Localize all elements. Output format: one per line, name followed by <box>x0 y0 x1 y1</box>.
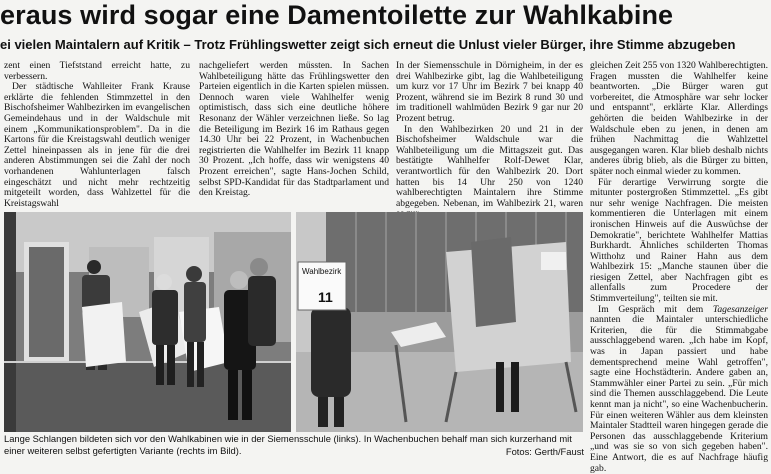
sign-label: Wahlbezirk <box>302 267 342 276</box>
article-column-4 <box>590 60 768 474</box>
newspaper-name: Tagesanzeiger <box>712 303 768 315</box>
article-column-3 <box>396 60 583 209</box>
paragraph: zent einen Tiefststand erreicht hatte, zu verbessern. <box>4 60 190 82</box>
paragraph: In der Siemensschule in Dörnigheim, in der es drei Wahlbezirke gibt, lag die Wahlbeteiligung um kurz vor 17 Uhr im Bezirk 7 bei knapp 40 Prozent, während sie im Bezirk 8 rund 30 und im traditionell wahlmüden Bezirk 9 gar nur 20 Prozent betrug. <box>396 60 583 124</box>
text: Im Gespräch mit dem <box>598 303 713 315</box>
paragraph: gleichen Zeit 255 von 1320 Wahlberechtigten. Fragen mussten die Wahlhelfer keine beantworten. „Die Bürger waren gut vorbereitet, die Atmosphäre war sehr locker und entspannt", erklärte Klar. Allerdings gehörten die beiden Wahlbezirke in der Waldschule eben zu jenen, in denen am frühen Nachmittag die Wahlzettel ausgegangen waren. Klar blieb deshalb nichts anderes übrig blieb, als die Bürger zu bitten, später noch einmal wieder zu kommen. <box>590 60 768 177</box>
article-column-2 <box>199 61 389 203</box>
photo-credit: Fotos: Gerth/Faust <box>505 446 584 457</box>
paragraph: nachgeliefert werden müssten. In Sachen Wahlbeteiligung hätte das Frühlingswetter den Parteien eigentlich in die Karten spielen müssen. Dennoch waren viele Wahlhelfer wenig optimistisch, dass sich eine deutliche höhere Resonanz der Wähler verzeichnen ließe. So lag die Beteiligung im Bezirk 16 im Rathaus gegen 14.30 Uhr bei 22 Prozent, in Wachenbuchen registrierten die Wahlhelfer im Bezirk 11 knapp 30 Prozent. „Ich hoffe, dass wir wenigstens 40 Prozent erreichen", sagte Hans-Jochen Schild, selbst SPD-Kandidat für das Stadtparlament und den Kreistag. <box>199 60 389 199</box>
paragraph: In den Wahlbezirken 20 und 21 in der Bischofsheimer Waldschule war die Wahlbeteiligung um die Mittagszeit gut. Das bestätigte Wahlhelfer Rolf-Dewet Klar, verantwortlich für den Wahlbezirk 20. Dort hatten bis 14 Uhr 250 von 1240 wahlberechtigten Maintalern ihre Stimme abgegeben. Nebenan, im Wahlbezirk 21, waren <box>396 123 583 209</box>
paragraph: Der städtische Wahlleiter Frank Krause erklärte die fehlenden Stimmzettel in den Bischofsheimer Wahlbezirken im evangelischen Gemeindehaus und in der Waldschule mit einem „Kommunikationsproblem". Da in die Kartons für die Kreistagswahl deutlich weniger Zettel hineinpassen als in jene für die drei anderen Abstimmungen sei die Zahl der noch vorhandenen Wahlunterlagen falsch eingeschätzt und nicht mehr rechtzeitig mitgeteilt worden, dass Wahlzettel für die Kreistagswahl <box>4 81 190 209</box>
headline: eraus wird sogar eine Damentoilette zur Wahlkabine <box>0 0 674 30</box>
caption-text: Lange Schlangen bildeten sich vor den Wahlkabinen wie in der Siemensschule (links). In Wachenbuchen behalf man sich kurzerhand mit einer weiteren selbst gefertigten Variante (rechts im Bild). <box>4 433 572 456</box>
subheadline: ei vielen Maintalern auf Kritik – Trotz Frühlingswetter zeigt sich erneut die Unlust vieler Bürger, ihre Stimme abzugeben <box>0 37 736 52</box>
article-column-1 <box>4 60 190 209</box>
sign-number: 11 <box>318 289 333 305</box>
paragraph: Für derartige Verwirrung sorgte die mitunter postergroßen Stimmzettel. „Es gibt nur sehr wenige Nachfragen. Die meisten kommentieren die Unterlagen mit einem ironischen Hinweis auf die Auswüchse der Demokratie", berichtete Wahlhelfer Mattias Burkhardt. Ähnliches schilderten Thomas Witthohz und Rainer Hahn aus dem Wahlbezirk 15: „Manche staunen über die riesigen Zettel, aber Nachfragen gibt es allenfalls zum Procedere der Stimmverteilung", teilten sie mit. <box>590 176 768 305</box>
photo-handmade-booth <box>296 212 583 432</box>
text: nannten die Maintaler unterschiedliche Kriterien, die für die Stimmabgabe ausschlaggebend waren. „Ich habe im Kopf, was in Japan passiert und habe dementsprechend meine Wahl getroffen", sagte eine Hochstädterin. Andere gaben an, Stammwähler einer Partei zu sein. „Für mich sind die Themen ausschlaggebend. Die Leute kennt man ja nicht", so eine Wachenbucherin. Für einen weiteren Wähler aus dem kleinsten Maintaler Stadtteil waren hingegen gerade die Personen das ausschlaggebende Kriterium „und was sie so von sich gegeben haben". Eine Antwort, die es auf Nachfrage häufig gab. <box>590 314 768 474</box>
photo-caption <box>4 433 584 459</box>
paragraph <box>590 305 768 474</box>
photo-voting-queue <box>4 212 291 432</box>
